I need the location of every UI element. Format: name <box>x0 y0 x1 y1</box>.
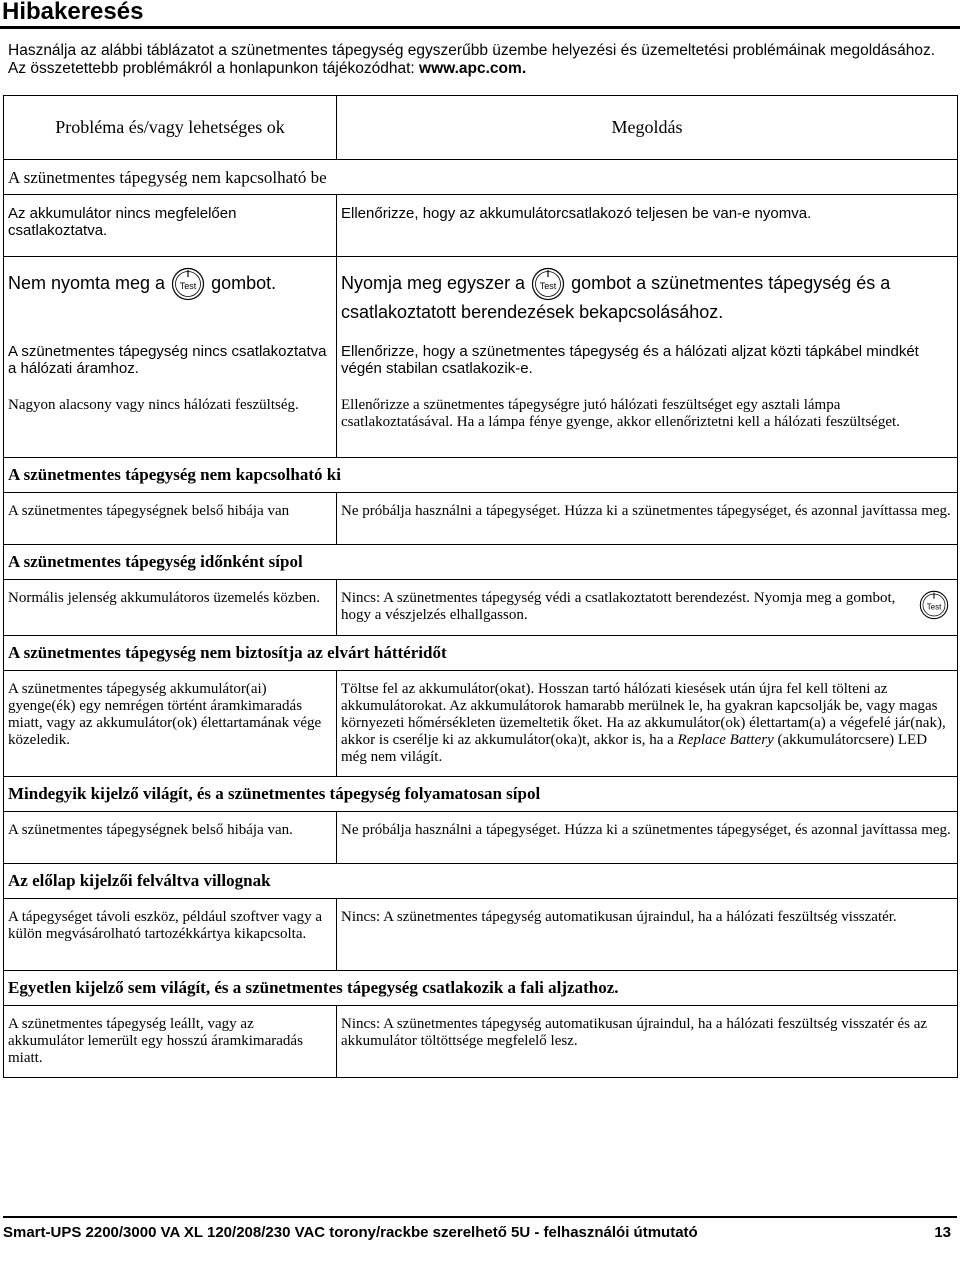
solution-text: Töltse fel az akkumulátor(okat). Hosszan tartó hálózati kiesések után újra fel kell tölteni az akkumulátorokat. Az akkumulátorok hamarabb merülnek le, ha gyakran kapcsolják be, vagy magas környezeti hőmérsékleten üzemeltetik őket. Ha az akkumulátor(ok) élettartam(a) a végefelé jár(nak), akkor is cserélje ki az akkumulátor(oka)t, akkor is, ha a <box>341 680 946 748</box>
table-row <box>4 387 958 457</box>
header-problem: Probléma és/vagy lehetséges ok <box>4 96 337 160</box>
intro-end: . <box>521 60 527 77</box>
table-row <box>4 579 958 635</box>
solution-text-end: gombot a szünetmentes tápegység és a csatlakoztatott berendezések bekapcsolásához. <box>341 272 891 322</box>
problem-cell: A tápegységet távoli eszköz, például szoftver vagy a külön megvásárolható tartozékkártya kikapcsolta. <box>4 898 337 970</box>
problem-cell: Normális jelenség akkumulátoros üzemelés közben. <box>4 579 337 635</box>
footer-title: Smart-UPS 2200/3000 VA XL 120/208/230 VAC torony/rackbe szerelhető 5U - felhasználói útmutató <box>3 1224 698 1241</box>
page-number: 13 <box>934 1224 951 1241</box>
table-row <box>4 1005 958 1077</box>
table-row <box>4 811 958 863</box>
problem-cell: A szünetmentes tápegység leállt, vagy az akkumulátor lemerült egy hosszú áramkimaradás miatt. <box>4 1005 337 1077</box>
solution-cell <box>337 670 958 776</box>
solution-cell: Ellenőrizze a szünetmentes tápegységre jutó hálózati feszültséget egy asztali lámpa csatlakoztatásával. Ha a lámpa fénye gyenge, akkor ellenőriztetni kell a hálózati feszültséget. <box>337 387 958 457</box>
section-heading: A szünetmentes tápegység nem kapcsolható be <box>4 160 958 195</box>
problem-text: Nem nyomta meg a <box>8 272 166 293</box>
table-header <box>4 96 958 160</box>
problem-text-end: gombot. <box>211 272 277 293</box>
section-heading: A szünetmentes tápegység nem biztosítja az elvárt háttéridőt <box>4 635 958 670</box>
solution-text-end: (akkumulátorcsere) LED még nem világít. <box>341 731 928 765</box>
table-row <box>4 670 958 776</box>
solution-cell: Ellenőrizze, hogy a szünetmentes tápegység és a hálózati aljzat közti tápkábel mindkét végén stabilan csatlakozik-e. <box>337 333 958 387</box>
problem-cell: Nagyon alacsony vagy nincs hálózati feszültség. <box>4 387 337 457</box>
problem-cell: A szünetmentes tápegység akkumulátor(ai) gyenge(ék) egy nemrégen történt áramkimaradás miatt, vagy az akkumulátor(ok) élettartamának vége közeledik. <box>4 670 337 776</box>
table-row <box>4 898 958 970</box>
solution-text: Nincs: A szünetmentes tápegység védi a csatlakoztatott berendezést. Nyomja meg a gombot, hogy a vészjelzés elhallgasson. <box>341 589 896 623</box>
intro-text: Használja az alábbi táblázatot a szünetmentes tápegység egyszerűbb üzembe helyezési és üzemeltetési problémáinak megoldásához. Az összetettebb problémákról a honlapunkon tájékozódhat: <box>8 42 936 77</box>
troubleshooting-table <box>3 95 958 1078</box>
solution-cell: Ellenőrizze, hogy az akkumulátorcsatlakozó teljesen be van-e nyomva. <box>337 195 958 257</box>
header-solution: Megoldás <box>337 96 958 160</box>
title-bar <box>0 0 960 29</box>
table-row <box>4 195 958 257</box>
test-button-icon <box>531 267 565 301</box>
section-heading: Egyetlen kijelző sem világít, és a szünetmentes tápegység csatlakozik a fali aljzathoz. <box>4 970 958 1005</box>
solution-text: Nyomja meg egyszer a <box>341 272 526 293</box>
table-row <box>4 492 958 544</box>
led-name: Replace Battery <box>677 731 774 748</box>
intro-url: www.apc.com <box>419 60 522 77</box>
intro-paragraph <box>8 42 953 78</box>
test-icon-label: Test <box>539 281 557 291</box>
solution-cell: Nincs: A szünetmentes tápegység automatikusan újraindul, ha a hálózati feszültség visszatér és az akkumulátor töltöttsége megfelelő lesz. <box>337 1005 958 1077</box>
table-row <box>4 257 958 334</box>
solution-cell: Ne próbálja használni a tápegységet. Húzza ki a szünetmentes tápegységet, és azonnal javíttassa meg. <box>337 811 958 863</box>
problem-cell: A szünetmentes tápegységnek belső hibája van <box>4 492 337 544</box>
solution-cell: Ne próbálja használni a tápegységet. Húzza ki a szünetmentes tápegységet, és azonnal javíttassa meg. <box>337 492 958 544</box>
problem-cell: A szünetmentes tápegység nincs csatlakoztatva a hálózati áramhoz. <box>4 333 337 387</box>
table-row <box>4 333 958 387</box>
problem-cell <box>4 257 337 334</box>
test-icon-label: Test <box>179 281 197 291</box>
section-heading: Az előlap kijelzői felváltva villognak <box>4 863 958 898</box>
test-button-icon <box>171 267 205 301</box>
problem-cell: Az akkumulátor nincs megfelelően csatlakoztatva. <box>4 195 337 257</box>
problem-cell: A szünetmentes tápegységnek belső hibája van. <box>4 811 337 863</box>
section-heading: A szünetmentes tápegység nem kapcsolható ki <box>4 457 958 492</box>
page-footer <box>3 1216 957 1241</box>
test-button-icon <box>919 590 949 620</box>
section-heading: A szünetmentes tápegység időnként sípol <box>4 544 958 579</box>
page-title: Hibakeresés <box>2 0 144 25</box>
solution-cell: Nincs: A szünetmentes tápegység automatikusan újraindul, ha a hálózati feszültség visszatér. <box>337 898 958 970</box>
test-icon-label: Test <box>926 601 942 611</box>
solution-cell <box>337 257 958 334</box>
solution-cell <box>337 579 958 635</box>
section-heading: Mindegyik kijelző világít, és a szünetmentes tápegység folyamatosan sípol <box>4 776 958 811</box>
